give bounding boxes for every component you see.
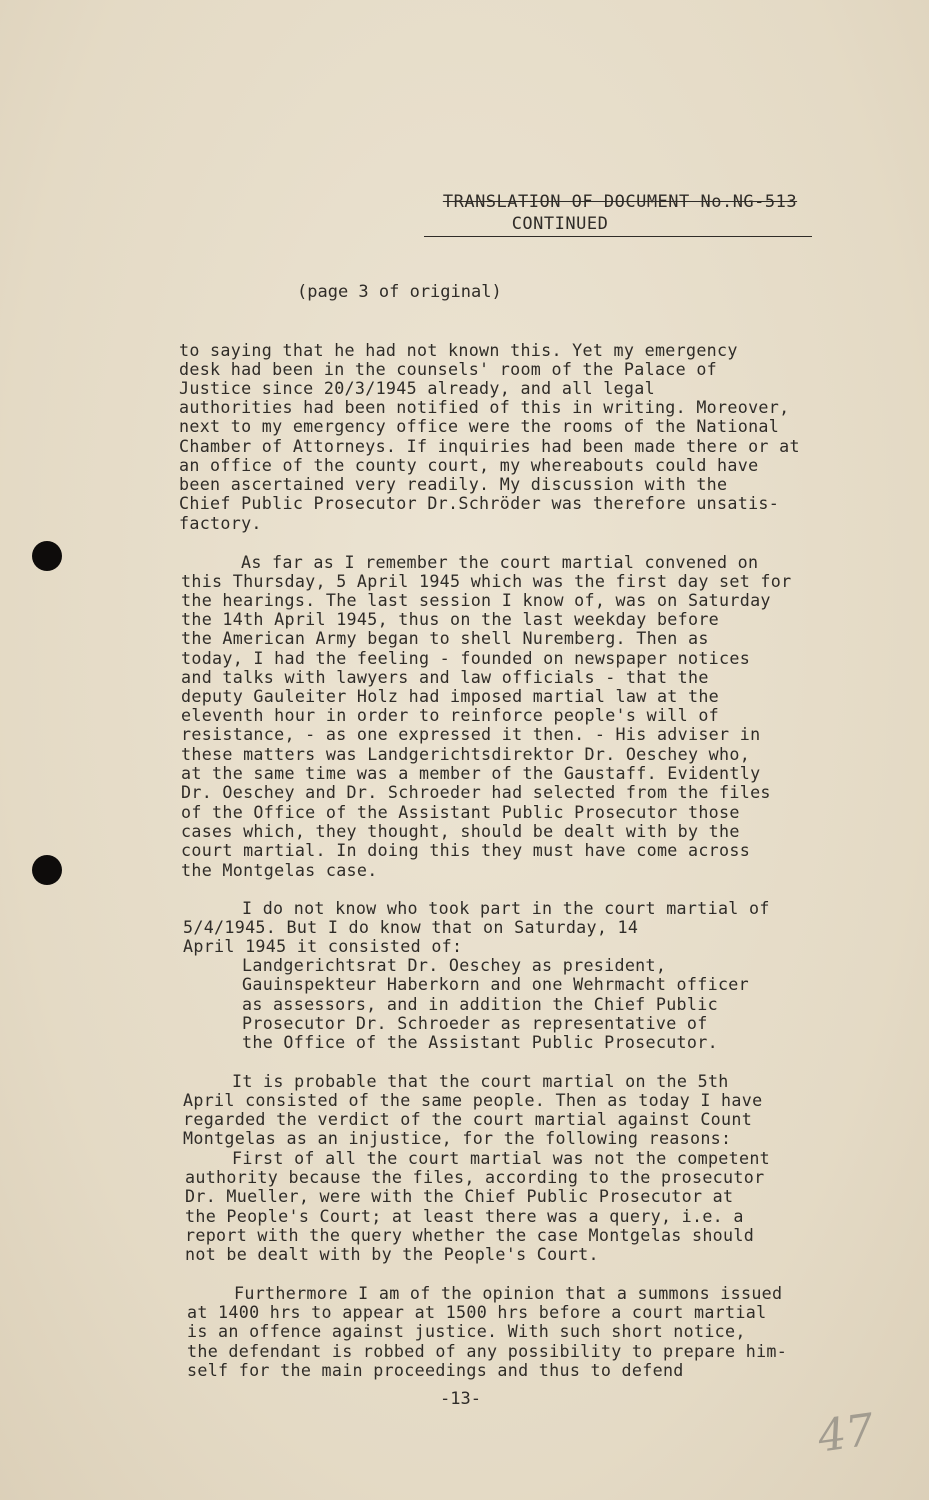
body-line: eleventh hour in order to reinforce people's will of — [181, 705, 720, 725]
punch-hole-bottom — [32, 855, 62, 885]
body-line: I do not know who took part in the court martial of — [242, 898, 770, 918]
body-line: court martial. In doing this they must have come across — [181, 840, 751, 860]
body-line: self for the main proceedings and thus to defend — [187, 1360, 684, 1380]
body-line: April consisted of the same people. Then as today I have — [183, 1090, 763, 1110]
body-line: an office of the county court, my whereabouts could have — [179, 455, 759, 475]
body-line: Landgerichtsrat Dr. Oeschey as president, — [242, 955, 667, 975]
body-line: at 1400 hrs to appear at 1500 hrs before a court martial — [187, 1302, 767, 1322]
page-number: -13- — [440, 1389, 481, 1409]
handwritten-page-stamp: 47 — [814, 1404, 878, 1463]
body-line: Justice since 20/3/1945 already, and all legal — [179, 378, 655, 398]
body-line: Prosecutor Dr. Schroeder as representative of — [242, 1013, 708, 1033]
body-line: authorities had been notified of this in writing. Moreover, — [179, 397, 790, 417]
punch-hole-top — [32, 541, 62, 571]
heading-underline — [424, 236, 812, 237]
body-line: Dr. Oeschey and Dr. Schroeder had selected from the files — [181, 782, 771, 802]
body-line: the Office of the Assistant Public Prosecutor. — [242, 1032, 718, 1052]
body-line: Furthermore I am of the opinion that a summons issued — [234, 1283, 783, 1303]
body-line: Chief Public Prosecutor Dr.Schröder was therefore unsatis- — [179, 493, 780, 513]
body-line: report with the query whether the case Montgelas should — [185, 1225, 755, 1245]
body-line: regarded the verdict of the court martial against Count — [183, 1109, 753, 1129]
body-line: Montgelas as an injustice, for the following reasons: — [183, 1128, 732, 1148]
body-line: First of all the court martial was not the competent — [232, 1148, 771, 1168]
body-line: as assessors, and in addition the Chief Public — [242, 994, 718, 1014]
body-line: this Thursday, 5 April 1945 which was the first day set for — [181, 571, 792, 591]
body-line: the hearings. The last session I know of, was on Saturday — [181, 590, 771, 610]
body-line: desk had been in the counsels' room of the Palace of — [179, 359, 718, 379]
body-line: today, I had the feeling - founded on newspaper notices — [181, 648, 751, 668]
body-line: It is probable that the court martial on the 5th — [232, 1071, 729, 1091]
body-line: of the Office of the Assistant Public Prosecutor those — [181, 802, 740, 822]
body-line: factory. — [179, 513, 262, 533]
body-line: not be dealt with by the People's Court. — [185, 1244, 599, 1264]
body-line: to saying that he had not known this. Yet my emergency — [179, 340, 738, 360]
body-line: and talks with lawyers and law officials - that the — [181, 667, 709, 687]
body-line: been ascertained very readily. My discussion with the — [179, 474, 728, 494]
body-line: resistance, - as one expressed it then. - His adviser in — [181, 724, 761, 744]
body-line: at the same time was a member of the Gaustaff. Evidently — [181, 763, 761, 783]
body-line: As far as I remember the court martial convened on — [241, 552, 759, 572]
body-line: is an offence against justice. With such short notice, — [187, 1321, 746, 1341]
body-line: the People's Court; at least there was a query, i.e. a — [185, 1206, 744, 1226]
heading-title: TRANSLATION OF DOCUMENT No.NG-513 — [442, 192, 798, 212]
body-line: Gauinspekteur Haberkorn and one Wehrmacht officer — [242, 974, 749, 994]
body-line: authority because the files, according to the prosecutor — [185, 1167, 765, 1187]
body-line: April 1945 it consisted of: — [183, 936, 463, 956]
page-reference: (page 3 of original) — [297, 282, 502, 302]
heading-subtitle: CONTINUED — [511, 214, 609, 234]
body-line: these matters was Landgerichtsdirektor Dr. Oeschey who, — [181, 744, 751, 764]
body-line: 5/4/1945. But I do know that on Saturday, 14 — [183, 917, 639, 937]
body-line: the 14th April 1945, thus on the last weekday before — [181, 609, 720, 629]
body-line: the American Army began to shell Nuremberg. Then as — [181, 628, 709, 648]
body-line: the defendant is robbed of any possibility to prepare him- — [187, 1341, 788, 1361]
body-line: Dr. Mueller, were with the Chief Public Prosecutor at — [185, 1186, 734, 1206]
body-line: cases which, they thought, should be dealt with by the — [181, 821, 740, 841]
body-line: the Montgelas case. — [181, 860, 378, 880]
document-heading — [424, 191, 816, 235]
body-line: Chamber of Attorneys. If inquiries had been made there or at — [179, 436, 800, 456]
body-line: next to my emergency office were the rooms of the National — [179, 416, 780, 436]
body-line: deputy Gauleiter Holz had imposed martial law at the — [181, 686, 720, 706]
